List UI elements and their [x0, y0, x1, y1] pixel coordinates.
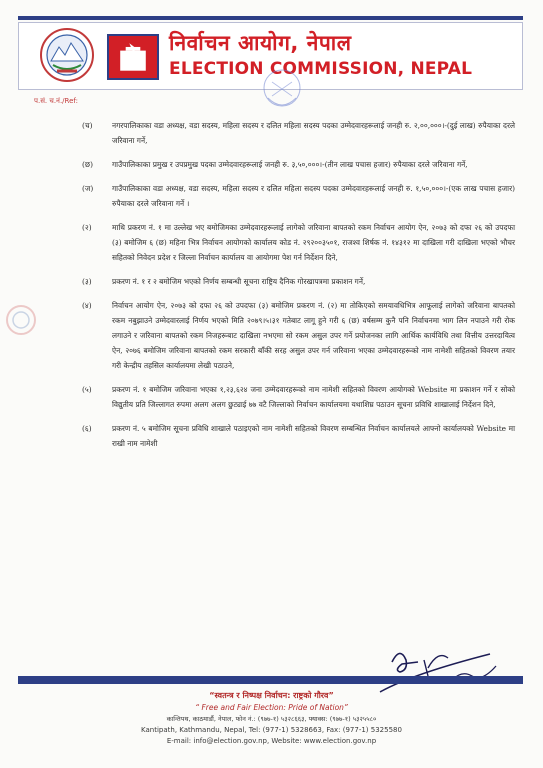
- footer: [0, 690, 543, 747]
- title-nepali: निर्वाचन आयोग, नेपाल: [169, 31, 352, 55]
- footer-rule: [18, 676, 523, 684]
- item-number: (च): [82, 121, 93, 130]
- list-item: [70, 220, 515, 265]
- item-number: (ज): [82, 184, 94, 193]
- item-number: (४): [82, 301, 92, 310]
- decision-list: [70, 118, 515, 460]
- item-number: (२): [82, 223, 92, 232]
- title-english: ELECTION COMMISSION, NEPAL: [169, 59, 473, 79]
- item-text: नगरपालिकाका वडा अध्यक्ष, वडा सदस्य, महिला सदस्य र दलित महिला सदस्य पदका उम्मेदवारहरूलाई जनही रु. २,००,०००।-(दुई लाख) रुपैयाका दरले जरिवाना गर्ने,: [112, 121, 515, 145]
- list-item: [70, 118, 515, 148]
- address-nepali: कान्तिपथ, काठमाडौं, नेपाल, फोन नं.: (९७७-१) ५३२८६६३, फ्याक्स: (९७७-१) ५३२५५८०: [166, 715, 377, 723]
- item-text: माथि प्रकरण नं. १ मा उल्लेख भए बमोजिमका उम्मेदवारहरूलाई लागेको जरिवाना बापतको रकम निर्वाचन आयोग ऐन, २०७३ को दफा २६ को उपदफा (३) बमोजिम ६ (छ) महिना भित्र निर्वाचन आयोगको कार्यालय कोड नं. २९२००३५०१, राजश्व शिर्षक नं. १४३१२ मा दाखिला गरी दाखिला भएको भौचर सहितको निवेदन प्रदेश र जिल्ला निर्वाचन कार्यालय वा आयोगमा पेश गर्न निर्देशन दिने,: [112, 223, 515, 262]
- item-text: प्रकरण नं. ५ बमोजिम सूचना प्रविधि शाखाले पठाइएको नाम नामेशी सहितको विवरण सम्बन्धित निर्वाचन कार्यालयले आफ्नो कार्यालयको Website मा राखी नाम नामेशी: [112, 424, 515, 448]
- watermark-emblem-icon: [6, 290, 36, 350]
- motto-nepali: “स्वतन्त्र र निष्पक्ष निर्वाचन: राष्ट्रको गौरव”: [209, 691, 334, 700]
- header-top-rule: [18, 16, 523, 20]
- item-text: प्रकरण नं. १ र २ बमोजिम भएको निर्णय सम्बन्धी सूचना राष्ट्रिय दैनिक गोरखापत्रमा प्रकाशन गर्ने,: [112, 277, 366, 286]
- list-item: [70, 181, 515, 211]
- nepal-emblem-icon: [37, 27, 97, 85]
- reference-label: प.सं. च.नं./Ref:: [34, 97, 78, 105]
- item-number: (छ): [82, 160, 93, 169]
- item-number: (५): [82, 385, 92, 394]
- contact-info: E-mail: info@election.gov.np, Website: www.election.gov.np: [166, 737, 377, 745]
- address-english: Kantipath, Kathmandu, Nepal, Tel: (977-1) 5328663, Fax: (977-1) 5325580: [141, 726, 402, 734]
- office-stamp-icon: [258, 66, 306, 120]
- handwritten-signature: [372, 640, 512, 696]
- item-text: निर्वाचन आयोग ऐन, २०७३ को दफा २६ को उपदफा (३) बमोजिम प्रकरण नं. (२) मा तोकिएको समयावधिभित्र आफूलाई लागेको जरिवाना बापतको रकम नबुझाउने उम्मेदवारलाई निर्णय भएको मिति २०७९।५।३१ गतेबाट लागू हुने गरी ६ (छ) वर्षसम्म कुनै पनि निर्वाचनमा भाग लिन नपाउने गरी रोक लगाउने र जरिवाना बापतको रकम निजहरूबाट दाखिला नभएमा सो रकम असुल उपर गर्ने प्रयोजनका लागि आर्थिक कार्यविधि तथा वित्तीय उत्तरदायित्व ऐन, २०७६ बमोजिम जरिवाना बापतको रकम सरकारी बाँकी सरह असुल उपर गर्न जरिवाना भएका उम्मेदवारहरूको नाम नामेशी सहितको विवरण तयार गरी केन्द्रीय तहसिल कार्यालयमा लेखी पठाउने,: [112, 301, 515, 370]
- list-item: [70, 298, 515, 373]
- item-text: गाउँपालिकाका प्रमुख र उपप्रमुख पदका उम्मेदवारहरूलाई जनही रु. ३,५०,०००।-(तीन लाख पचास हजार) रुपैयाका दरले जरिवाना गर्ने,: [112, 160, 468, 169]
- list-item: [70, 421, 515, 451]
- list-item: [70, 157, 515, 172]
- list-item: [70, 274, 515, 289]
- item-number: (६): [82, 424, 92, 433]
- list-item: [70, 382, 515, 412]
- motto-english: “ Free and Fair Election: Pride of Nation”: [195, 703, 348, 712]
- item-text: प्रकरण नं. १ बमोजिम जरिवाना भएका १,२३,६२४ जना उम्मेदवारहरूको नाम नामेशी सहितको विवरण आयोगको Website मा प्रकाशन गर्ने र सोको विद्युतीय प्रति जिल्लागत रुपमा अलग अलग छुट्याई ७७ वटै जिल्लाको निर्वाचन कार्यालयमा यथाशिघ्र पठाउन सूचना प्रविधि शाखालाई निर्देशन दिने,: [112, 385, 515, 409]
- item-text: गाउँपालिकाका वडा अध्यक्ष, वडा सदस्य, महिला सदस्य र दलित महिला सदस्य पदका उम्मेदवारहरूलाई जनही रु. १,५०,०००।-(एक लाख पचास हजार) रुपैयाका दरले जरिवाना गर्ने ।: [112, 184, 515, 208]
- election-commission-logo-icon: [107, 34, 159, 80]
- item-number: (३): [82, 277, 92, 286]
